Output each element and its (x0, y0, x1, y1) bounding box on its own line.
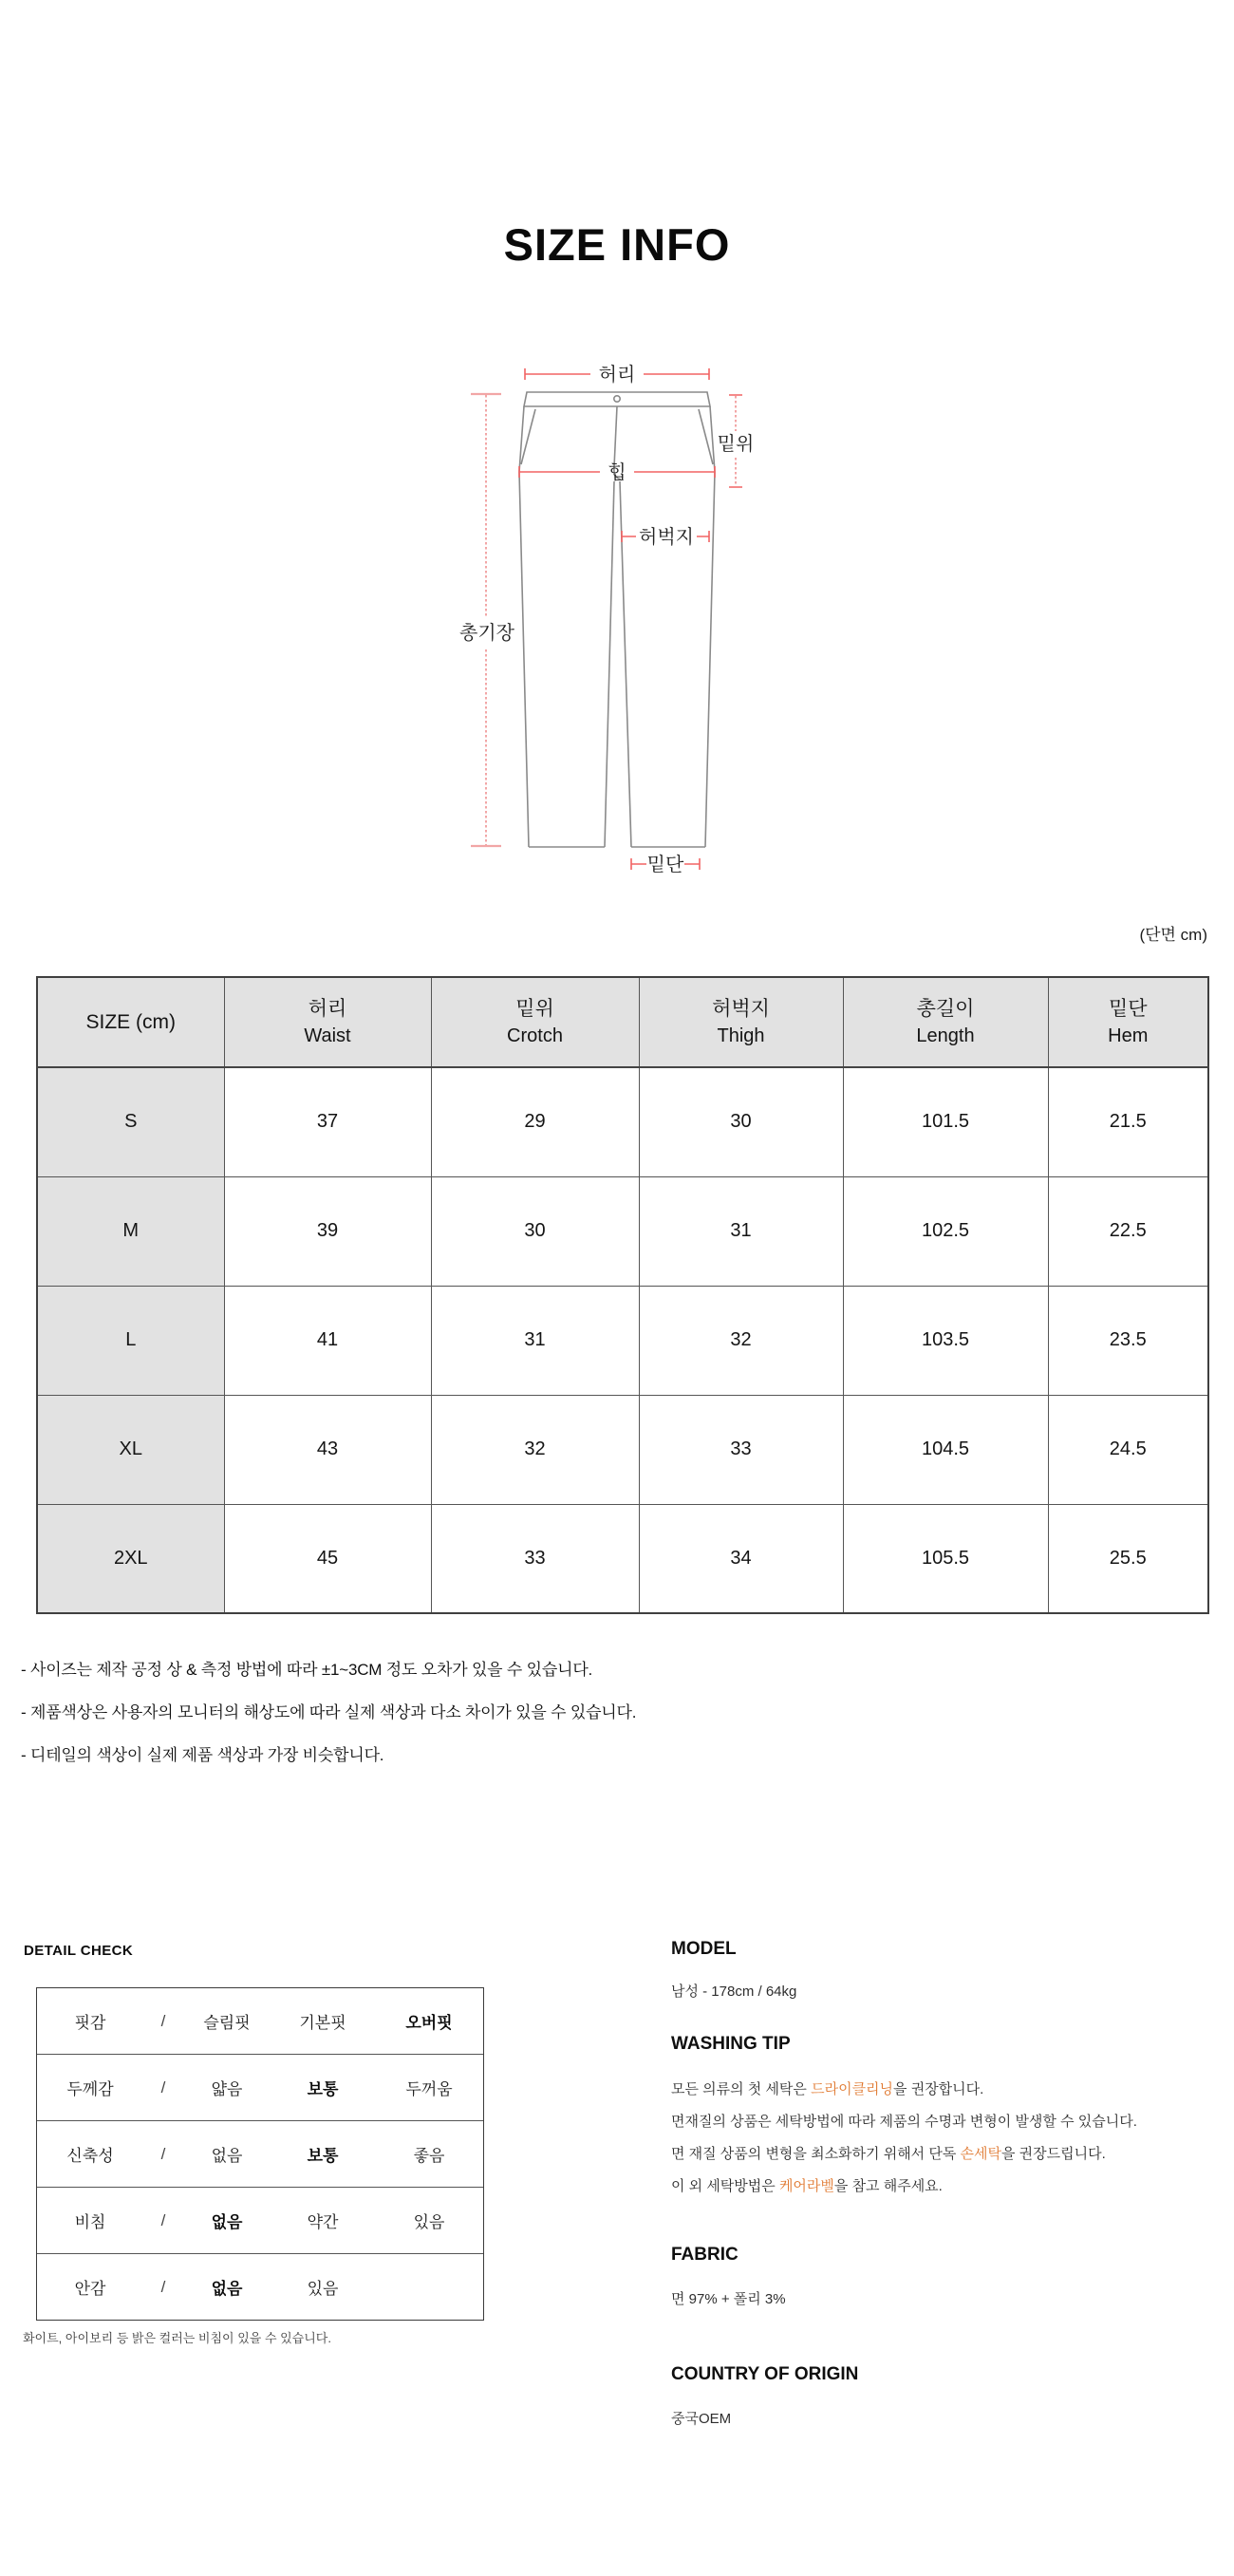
pants-measurement-diagram (427, 351, 854, 883)
detail-check-footnote: 화이트, 아이보리 등 밝은 컬러는 비침이 있을 수 있습니다. (23, 2331, 331, 2345)
hem-label: 밑단 (646, 855, 684, 875)
measurement-lines-red (519, 368, 742, 870)
washing-tip-text (671, 2074, 1137, 2203)
waist-button-icon (614, 396, 620, 402)
washing-tip-line: 이 외 세탁방법은 케어라벨을 참고 해주세요. (671, 2178, 943, 2194)
washing-tip-line: 면재질의 상품은 세탁방법에 따라 제품의 수명과 변형이 발생할 수 있습니다. (671, 2114, 1137, 2130)
pants-outline (519, 392, 715, 847)
detail-row-lining: 안감 / 없음 있음 (37, 2253, 483, 2320)
fabric-text: 면 97% + 폴리 3% (671, 2291, 786, 2307)
size-table (36, 976, 1209, 1614)
detail-row-fit: 핏감 / 슬림핏 기본핏 오버핏 (74, 2011, 453, 2032)
hip-label: 힙 (608, 462, 626, 483)
note-line: - 제품색상은 사용자의 모니터의 해상도에 따라 실제 색상과 다소 차이가 있을 수 있습니다. (21, 1703, 637, 1721)
size-table-header-row (37, 977, 1208, 1067)
note-line: - 디테일의 색상이 실제 제품 색상과 가장 비슷합니다. (21, 1746, 384, 1764)
col-header-crotch: 밑위 Crotch (431, 977, 639, 1067)
col-header-length: 총길이 Length (843, 977, 1048, 1067)
thigh-label: 허벅지 (639, 527, 694, 548)
detail-row-sheerness: 비침 / 없음 약간 있음 (37, 2187, 483, 2253)
waist-label: 허리 (598, 365, 636, 385)
col-header-hem: 밑단 Hem (1048, 977, 1208, 1067)
length-label: 총기장 (459, 623, 514, 644)
table-row: M 39 30 31 102.5 22.5 (37, 1176, 1208, 1286)
drycleaning-link: 드라이클리닝 (811, 2081, 894, 2097)
washing-tip-line: 모든 의류의 첫 세탁은 드라이클리닝을 권장합니다. (671, 2081, 984, 2097)
table-row: 2XL 45 33 34 105.5 25.5 (37, 1504, 1208, 1613)
page-title: SIZE INFO (503, 219, 731, 270)
detail-row-stretch: 신축성 / 없음 보통 좋음 (37, 2120, 483, 2187)
model-text: 남성 - 178cm / 64kg (671, 1984, 797, 2000)
col-header-thigh: 허벅지 Thigh (639, 977, 843, 1067)
size-notes (21, 1656, 636, 1784)
origin-text: 중국OEM (671, 2411, 732, 2427)
unit-note: (단면 cm) (1139, 926, 1207, 944)
fabric-heading: FABRIC (671, 2245, 739, 2265)
washing-tip-heading: WASHING TIP (671, 2034, 791, 2054)
table-row: S 37 29 30 101.5 21.5 (37, 1067, 1208, 1176)
detail-check-table (36, 1987, 484, 2321)
note-line: - 사이즈는 제작 공정 상 & 측정 방법에 따라 ±1~3CM 정도 오차가 있을 수 있습니다. (21, 1661, 593, 1679)
col-header-waist: 허리 Waist (224, 977, 431, 1067)
crotch-label: 밑위 (717, 434, 755, 455)
handwash-link: 손세탁 (960, 2146, 1001, 2162)
table-row: XL 43 32 33 104.5 24.5 (37, 1395, 1208, 1504)
measurement-lines-pink (471, 394, 736, 846)
table-row: L 41 31 32 103.5 23.5 (37, 1286, 1208, 1395)
col-header-size: SIZE (cm) (37, 977, 224, 1067)
carelabel-link: 케어라벨 (778, 2178, 834, 2194)
detail-row-thickness: 두께감 / 얇음 보통 두꺼움 (37, 2054, 483, 2120)
washing-tip-line: 면 재질 상품의 변형을 최소화하기 위해서 단독 손세탁을 권장드립니다. (671, 2146, 1106, 2162)
model-heading: MODEL (671, 1939, 737, 1959)
detail-check-heading: DETAIL CHECK (24, 1943, 134, 1959)
origin-heading: COUNTRY OF ORIGIN (671, 2364, 859, 2384)
